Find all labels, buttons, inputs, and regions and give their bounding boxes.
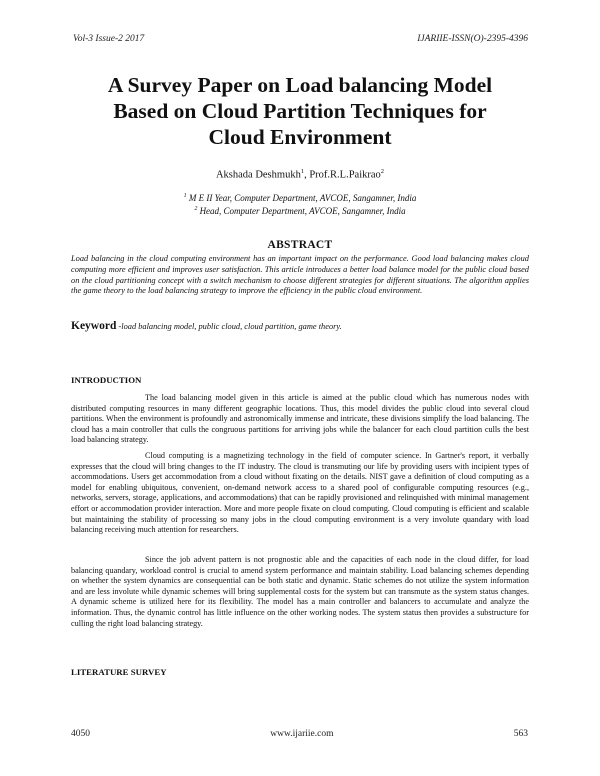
affiliation-line [0, 191, 600, 204]
header-issn: IJARIIE-ISSN(O)-2395-4396 [417, 34, 528, 44]
affiliation-mark: 1 [183, 193, 187, 199]
keyword-label: Keyword [71, 320, 117, 332]
affiliation-text: Head, Computer Department, AVCOE, Sangamner, India [197, 206, 406, 216]
author-affil-mark: 2 [380, 168, 385, 175]
footer-page-id: 4050 [71, 729, 90, 739]
footer-page-number: 563 [513, 729, 528, 739]
abstract-heading: ABSTRACT [267, 239, 333, 251]
section-heading-literature-survey: LITERATURE SURVEY [71, 667, 167, 677]
title-line: A Survey Paper on Load balancing Model [107, 73, 493, 97]
keyword-text: -load balancing model, public cloud, cloud partition, game theory. [116, 322, 342, 331]
author-separator: , [304, 169, 310, 181]
body-paragraph: Since the job advent pattern is not prognostic able and the capacities of each node in the cloud differ, for load balancing quandary, workload control is crucial to amend system performance and maintain stability. Load balancing schemes depending on whether the system dynamics are consequential can be both static and dynamic. Static schemes do not utilize the system information and are less involute while dynamic schemes will bring supplemental costs for the system but can transmute as the system status changes. A dynamic scheme is utilized here for its flexibility. The model has a main controller and balancers to accumulate and analyze the information. Thus, the dynamic control has little influence on the other working nodes. The system status then provides a substructure for culling the right load balancing strategy. [71, 555, 529, 628]
affiliation-text: M E II Year, Computer Department, AVCOE, Sangamner, India [186, 193, 417, 203]
author-name: Akshada Deshmukh [215, 169, 301, 181]
keywords [71, 320, 529, 332]
author-name: Prof.R.L.Paikrao [309, 169, 381, 181]
page-footer [71, 729, 528, 739]
author-affil-mark: 1 [300, 168, 305, 175]
paper-title [60, 72, 540, 150]
author-line [0, 168, 600, 181]
running-header [73, 34, 528, 44]
title-line: Based on Cloud Partition Techniques for [113, 99, 487, 123]
affiliation-mark: 2 [194, 206, 198, 212]
footer-website-link[interactable]: www.ijariie.com [270, 729, 334, 739]
abstract-body: Load balancing in the cloud computing environment has an important impact on the performance. Good load balancing makes cloud computing more efficient and improves user satisfaction. This article introduces a better load balance model for the public cloud based on the cloud partitioning concept with a switch mechanism to choose different strategies for different situations. The algorithm applies the game theory to the load balancing strategy to improve the efficiency in the public cloud environment. [71, 254, 529, 296]
body-paragraph: Cloud computing is a magnetizing technology in the field of computer science. In Gartner's report, it verbally expresses that the cloud will bring changes to the IT industry. The cloud is transmuting our life by providing users with incipient types of accommodations. Users get accommodation from a cloud without fixating on the details. NIST gave a definition of cloud computing as a model for enabling ubiquitous, convenient, on-demand network access to a shared pool of configurable computing resources (e.g., networks, servers, storage, applications, and accommodations) that can be rapidly provisioned and relinquished with minimal management effort or accommodation provider interaction. More and more people fixate on cloud computing. Cloud computing is efficient and scalable but maintaining the stability of processing so many jobs in the cloud computing environment is a very involute quandary with load balancing receiving much attention for researchers. [71, 451, 529, 535]
title-line: Cloud Environment [208, 125, 392, 149]
section-heading-introduction: INTRODUCTION [71, 375, 142, 385]
header-volume: Vol-3 Issue-2 2017 [73, 34, 145, 44]
affiliation-line [0, 204, 600, 217]
body-paragraph: The load balancing model given in this article is aimed at the public cloud which has numerous nodes with distributed computing resources in many different geographic locations. Thus, this model divides the public cloud into several cloud partitions. When the environment is profoundly and astronomically immense and intricate, these divisions simplify the load balancing. The cloud has a main controller that culls the congruous partitions for arriving jobs while the balancer for each cloud partition culls the best load balancing strategy. [71, 393, 529, 445]
affiliations [0, 191, 600, 217]
